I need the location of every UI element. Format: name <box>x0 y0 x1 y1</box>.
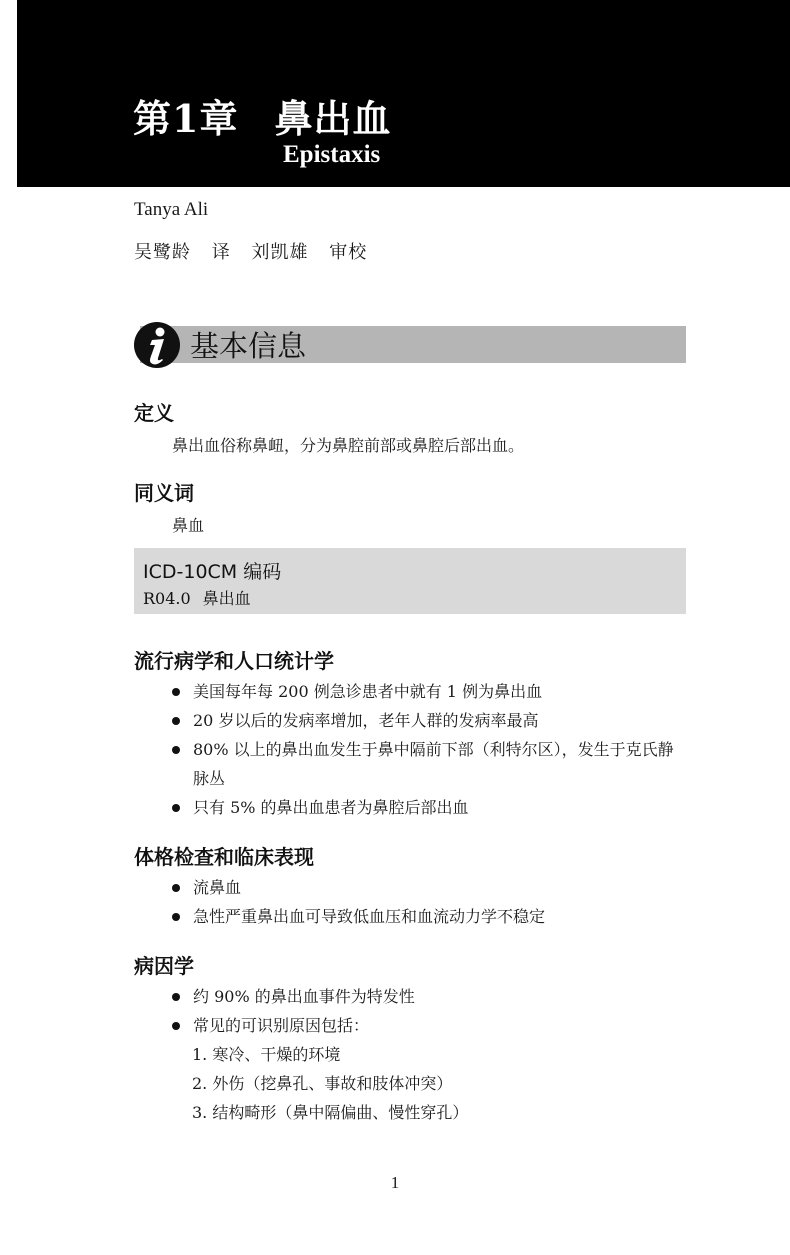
bullet-icon <box>172 884 180 892</box>
icd-title: ICD-10CM 编码 <box>143 561 282 583</box>
physical-exam-list <box>0 873 688 931</box>
etiology-list <box>0 982 688 1040</box>
chapter-label: 第1章 <box>133 96 239 141</box>
list-item: 常见的可识别原因包括： <box>0 1011 688 1040</box>
translate-label: 译 <box>211 242 231 263</box>
chapter-subtitle: Epistaxis <box>283 141 381 168</box>
icd-code-label: 鼻出血 <box>202 589 251 608</box>
reviewer-name: 刘凯雄 <box>251 242 309 263</box>
list-item: 只有 5% 的鼻出血患者为鼻腔后部出血 <box>0 793 688 822</box>
synonyms-text: 鼻血 <box>172 516 205 535</box>
list-item: 美国每年每 200 例急诊患者中就有 1 例为鼻出血 <box>0 677 688 706</box>
epidemiology-list <box>0 677 688 822</box>
physical-exam-heading: 体格检查和临床表现 <box>134 845 314 869</box>
chapter-title-text: 鼻出血 <box>274 96 392 141</box>
review-label: 审校 <box>329 242 368 263</box>
info-icon <box>133 321 181 369</box>
bullet-icon <box>172 993 180 1001</box>
page-number: 1 <box>390 1173 400 1192</box>
bullet-icon <box>172 717 180 725</box>
definition-text: 鼻出血俗称鼻衄，分为鼻腔前部或鼻腔后部出血。 <box>172 436 525 455</box>
list-item: 约 90% 的鼻出血事件为特发性 <box>0 982 688 1011</box>
bullet-icon <box>172 746 180 754</box>
list-item: 2. 外伤（挖鼻孔、事故和肢体冲突） <box>192 1074 453 1093</box>
etiology-causes-list <box>192 1040 468 1127</box>
icd-code: R04.0 <box>143 589 191 608</box>
list-item: 1. 寒冷、干燥的环境 <box>192 1045 341 1064</box>
section-banner-title: 基本信息 <box>190 329 307 363</box>
epidemiology-heading: 流行病学和人口统计学 <box>134 649 334 673</box>
bullet-icon <box>172 913 180 921</box>
bullet-icon <box>172 688 180 696</box>
list-item: 流鼻血 <box>0 873 688 902</box>
bullet-icon <box>172 804 180 812</box>
etiology-heading: 病因学 <box>134 954 194 978</box>
credits-line <box>134 238 381 264</box>
list-item: 3. 结构畸形（鼻中隔偏曲、慢性穿孔） <box>192 1103 469 1122</box>
synonyms-heading: 同义词 <box>134 481 194 505</box>
chapter-title <box>133 88 391 143</box>
icd-code-line <box>143 586 251 609</box>
bullet-icon <box>172 1022 180 1030</box>
list-item: 急性严重鼻出血可导致低血压和血流动力学不稳定 <box>0 902 688 931</box>
definition-heading: 定义 <box>134 401 174 425</box>
list-item: 80% 以上的鼻出血发生于鼻中隔前下部（利特尔区），发生于克氏静脉丛 <box>0 735 688 793</box>
author-name: Tanya Ali <box>134 199 209 220</box>
translator-name: 吴鹭龄 <box>134 242 191 263</box>
list-item: 20 岁以后的发病率增加，老年人群的发病率最高 <box>0 706 688 735</box>
